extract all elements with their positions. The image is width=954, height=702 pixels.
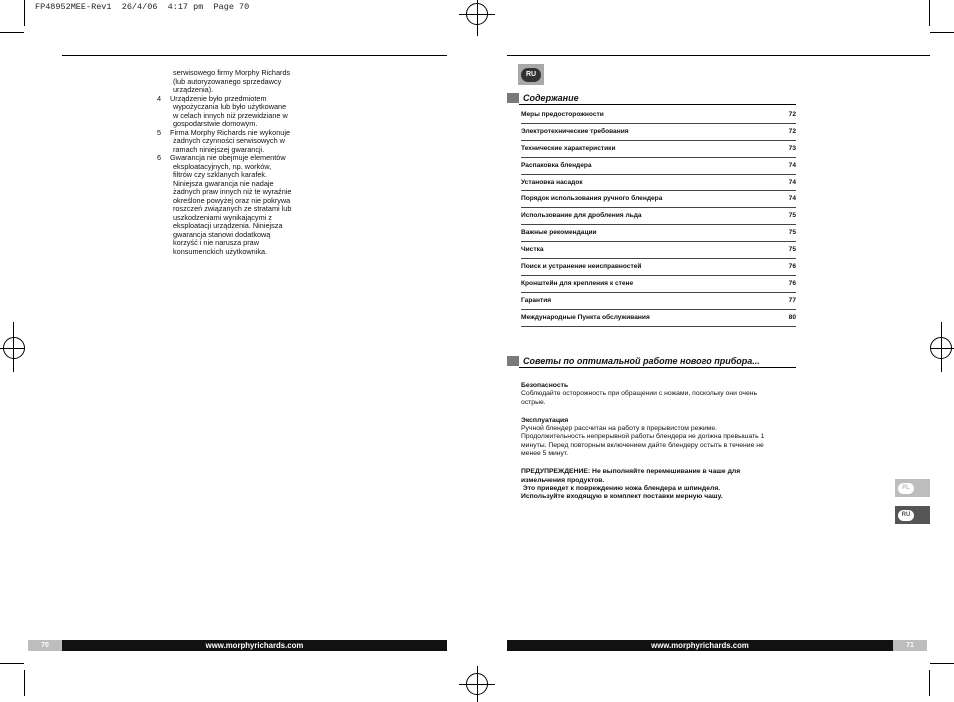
page-number: 70 (28, 640, 62, 651)
toc-entry-page: 74 (788, 178, 796, 186)
page-number: 71 (893, 640, 927, 651)
registration-mark (477, 666, 478, 702)
crop-mark (0, 32, 24, 33)
ru-language-icon: RU (898, 510, 914, 521)
toc-row[interactable] (521, 107, 796, 124)
safety-heading: Безопасность (521, 382, 569, 389)
continuation-text: serwisowego firmy Morphy Richards (lub autoryzowanego sprzedawcy urządzenia). (173, 68, 291, 94)
toc-entry-title: Использование для дробления льда (521, 212, 642, 220)
tips-heading-rule (519, 367, 796, 368)
registration-mark (0, 348, 24, 349)
table-of-contents (521, 107, 796, 327)
list-item: 4 Urządzenie było przedmiotem wypożyczania lub było użytkowane w celach innych niż przewidziane w gospodarstwie domowym. (157, 93, 288, 128)
tips-title: Советы по оптимальной работе нового прибора... (523, 356, 760, 366)
list-item: 5 Firma Morphy Richards nie wykonuje żadnych czynności serwisowych w ramach niniejszej gwarancji. (157, 127, 291, 154)
toc-row[interactable] (521, 141, 796, 158)
registration-mark (930, 348, 954, 349)
toc-entry-title: Установка насадок (521, 178, 583, 186)
print-slug: FP48952MEE-Rev1 26/4/06 4:17 pm Page 70 (35, 2, 250, 12)
toc-entry-page: 74 (788, 161, 796, 169)
list-item: 6 Gwarancja nie obejmuje elementów eksploatacyjnych, np. worków, filtrów czy szklanych karafek. Niniejsza gwarancja nie nadaje żadnych praw innych niż te wyraźnie określone powyżej oraz nie pokrywa roszczeń związanych ze stratami lub uszkodzeniami wynikającymi z eksploatacji urządzenia. Niniejsza gwarancja stanowi dodatkową korzyść i nie narusza praw konsumenckich użytkownika. (157, 153, 292, 256)
toc-entry-title: Важные рекомендации (521, 229, 597, 237)
toc-entry-title: Поиск и устранение неисправностей (521, 263, 642, 271)
toc-entry-title: Чистка (521, 246, 544, 254)
toc-entry-page: 75 (788, 246, 796, 254)
ru-language-icon: RU (521, 68, 541, 82)
tips-body (521, 382, 799, 502)
toc-row[interactable] (521, 175, 796, 192)
usage-heading: Эксплуатация (521, 416, 569, 424)
crop-mark (929, 670, 930, 696)
toc-entry-title: Кронштейн для крепления к стене (521, 279, 634, 287)
toc-entry-title: Гарантия (521, 296, 552, 304)
warranty-conditions-text (157, 69, 307, 256)
section-marker-icon (507, 356, 519, 366)
crop-mark (24, 0, 25, 26)
registration-mark (13, 322, 14, 372)
toc-row[interactable] (521, 191, 796, 208)
footer-url[interactable]: www.morphyrichards.com (507, 640, 893, 651)
language-badge-box (518, 64, 544, 85)
contents-title: Содержание (523, 93, 579, 103)
toc-row[interactable] (521, 208, 796, 225)
toc-row[interactable] (521, 310, 796, 327)
toc-entry-page: 80 (788, 313, 796, 321)
toc-entry-title: Технические характеристики (521, 144, 616, 152)
toc-row[interactable] (521, 242, 796, 259)
section-marker-icon (507, 93, 519, 103)
toc-entry-title: Порядок использования ручного блендера (521, 195, 663, 203)
crop-mark (929, 0, 930, 26)
toc-entry-page: 75 (788, 212, 796, 220)
toc-entry-page: 72 (788, 111, 796, 118)
left-page-top-rule (62, 55, 447, 56)
toc-entry-page: 75 (788, 229, 796, 237)
toc-entry-page: 72 (788, 127, 796, 135)
registration-mark (477, 0, 478, 36)
contents-heading-rule (519, 104, 796, 105)
toc-entry-page: 76 (788, 279, 796, 287)
crop-mark (930, 32, 954, 33)
crop-mark (0, 663, 24, 664)
safety-text: Соблюдайте осторожность при обращении с ножами, поскольку они очень острые. (521, 390, 758, 406)
tips-heading (507, 356, 796, 366)
pl-language-icon: PL (898, 483, 914, 494)
toc-row[interactable] (521, 293, 796, 310)
toc-entry-page: 76 (788, 263, 796, 271)
toc-entry-title: Международные Пункта обслуживания (521, 313, 650, 321)
toc-entry-title: Меры предосторожности (521, 111, 604, 118)
toc-entry-page: 73 (788, 144, 796, 152)
language-tab-pl[interactable] (895, 479, 930, 497)
warning-text: ПРЕДУПРЕЖДЕНИЕ: Не выполняйте перемешивание в чаше для измельчения продуктов. Это приведет к повреждению ножа блендера и шпинделя. Используйте входящую в комплект поставки мерную чашу. (521, 468, 741, 501)
toc-row[interactable] (521, 259, 796, 276)
registration-mark (941, 322, 942, 372)
toc-row[interactable] (521, 276, 796, 293)
toc-entry-title: Электротехнические требования (521, 127, 629, 135)
toc-entry-title: Распаковка блендера (521, 161, 592, 169)
crop-mark (930, 663, 954, 664)
footer-url[interactable]: www.morphyrichards.com (62, 640, 447, 651)
contents-heading (507, 93, 796, 103)
toc-row[interactable] (521, 124, 796, 141)
crop-mark (24, 670, 25, 696)
language-tab-ru[interactable] (895, 506, 930, 524)
right-page-top-rule (507, 55, 930, 56)
usage-text: Ручной блендер рассчитан на работу в прерывистом режиме. Продолжительность непрерывной работы блендера не должна превышать 1 минуты. Перед повторным включением дайте блендеру остыть в течение не менее 5 минут. (521, 425, 765, 458)
toc-entry-page: 77 (788, 296, 796, 304)
toc-entry-page: 74 (788, 195, 796, 203)
toc-row[interactable] (521, 225, 796, 242)
toc-row[interactable] (521, 158, 796, 175)
